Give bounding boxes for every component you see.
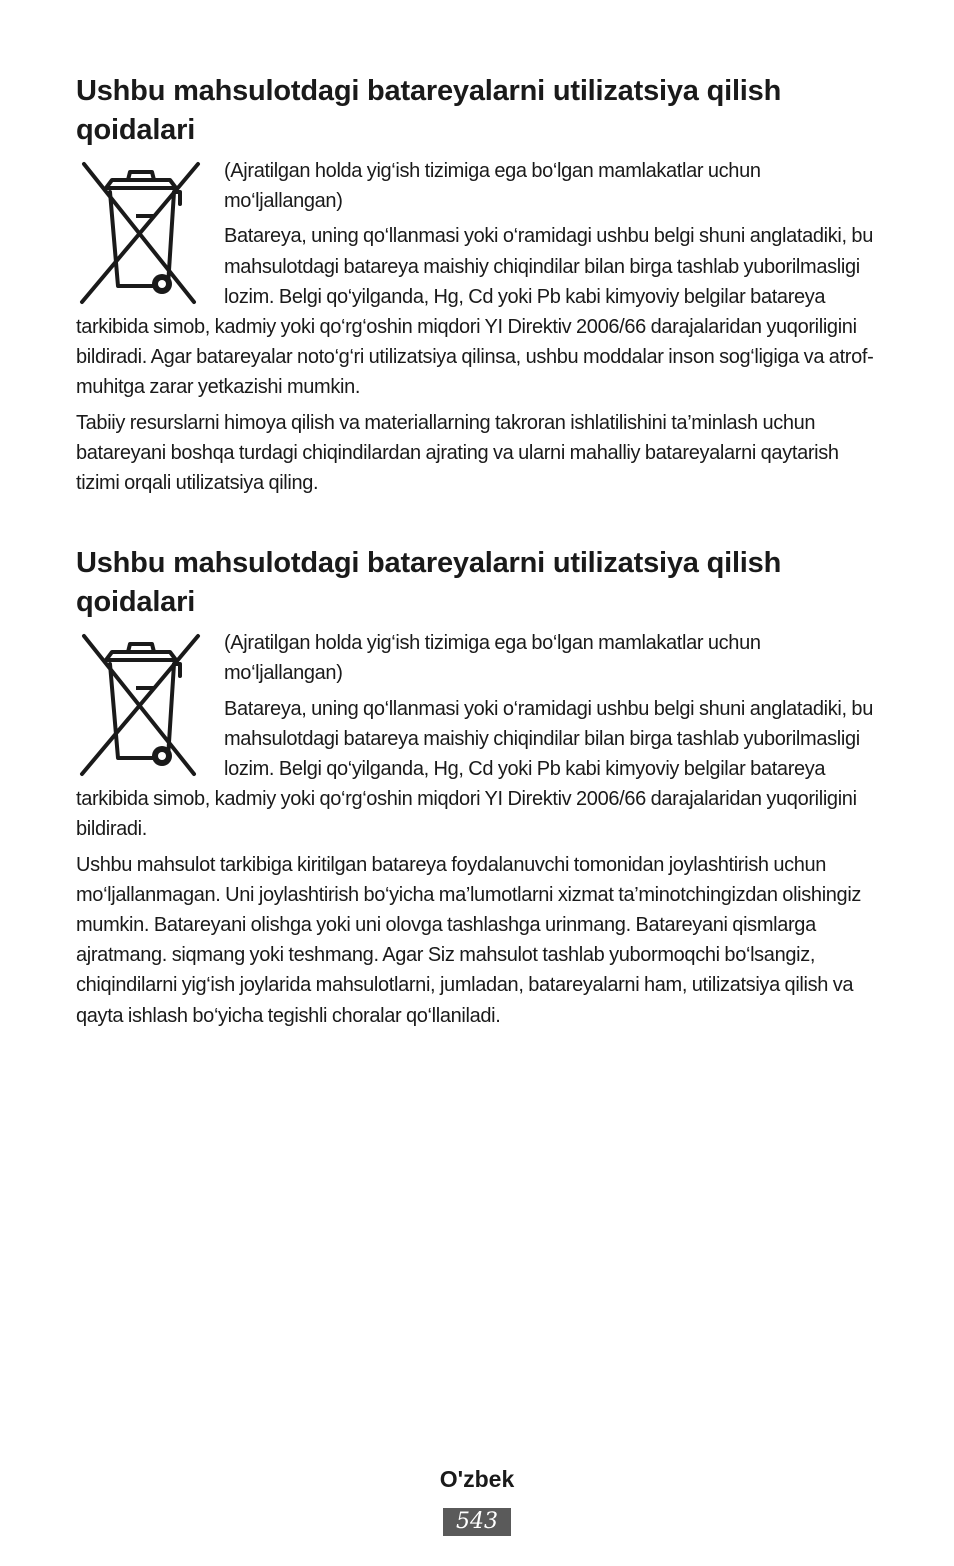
paragraph: Batareya, uning qo‘llanmasi yoki o‘ramidagi ushbu belgi shuni anglatadiki, bu mahsulotdagi batareya maishiy chiqindilar bilan birga tashlab yuborilmasligi lozim. Belgi qo‘yilganda, Hg, Cd yoki Pb kabi kimyoviy belgilar batareya tarkibida simob, kadmiy yoki qo‘rg‘oshin miqdori YI Direktiv 2006/66 darajalaridan yuqoriligini bildiradi. Agar batareyalar noto‘g‘ri utilizatsiya qilinsa, ushbu moddalar inson sog‘ligiga va atrof-muhitga zarar yetkazishi mumkin. — [76, 225, 874, 399]
section-title: Ushbu mahsulotdagi batareyalarni utilizatsiya qilish qoidalari — [76, 547, 782, 619]
section-title: Ushbu mahsulotdagi batareyalarni utilizatsiya qilish qoidalari — [76, 75, 782, 146]
paragraph: Tabiiy resurslarni himoya qilish va materiallarning takroran ishlatilishini ta’minlash uchun batareyani boshqa turdagi chiqindilardan ajrating va ularni mahalliy batareyalarni qaytarish tizimi orqali utilizatsiya qiling. — [76, 411, 839, 495]
section-battery-disposal-1 — [76, 72, 876, 498]
page-number-badge: 543 — [443, 1508, 511, 1536]
paragraph: Batareya, uning qo‘llanmasi yoki o‘ramidagi ushbu belgi shuni anglatadiki, bu mahsulotdagi batareya maishiy chiqindilar bilan birga tashlab yuborilmasligi lozim. Belgi qo‘yilganda, Hg, Cd yoki Pb kabi kimyoviy belgilar batareya tarkibida simob, kadmiy yoki qo‘rg‘oshin miqdori YI Direktiv 2006/66 darajalaridan yuqoriligini bildiradi. — [76, 697, 873, 841]
crossed-out-wheelie-bin-icon — [76, 156, 210, 308]
footer-language: O'zbek — [439, 1466, 515, 1492]
paragraph: Ushbu mahsulot tarkibiga kiritilgan batareya foydalanuvchi tomonidan joylashtirish uchun mo‘ljallanmagan. Uni joylashtirish bo‘yicha ma’lumotlarni xizmat ta’minotchingizdan olishingiz mumkin. Batareyani olishga yoki uni olovga tashlashga urinmang. Batareyani qismlarga ajratmang. siqmang yoki teshmang. Agar Siz mahsulot tashlab yubormoqchi bo‘lsangiz, chiqindilarni yig‘ish joylarida mahsulotlarni, jumladan, batareyalarni ham, utilizatsiya qilish va qayta ishlash bo‘yicha tegishli choralar qo‘llaniladi. — [76, 853, 862, 1027]
paragraph: (Ajratilgan holda yig‘ish tizimiga ega bo‘lgan mamlakatlar uchun mo‘ljallangan) — [224, 160, 761, 213]
paragraph: (Ajratilgan holda yig‘ish tizimiga ega bo‘lgan mamlakatlar uchun mo‘ljallangan) — [224, 632, 761, 685]
page-content — [76, 72, 876, 1077]
crossed-out-wheelie-bin-icon — [76, 628, 210, 780]
section-battery-disposal-2 — [76, 544, 876, 1031]
